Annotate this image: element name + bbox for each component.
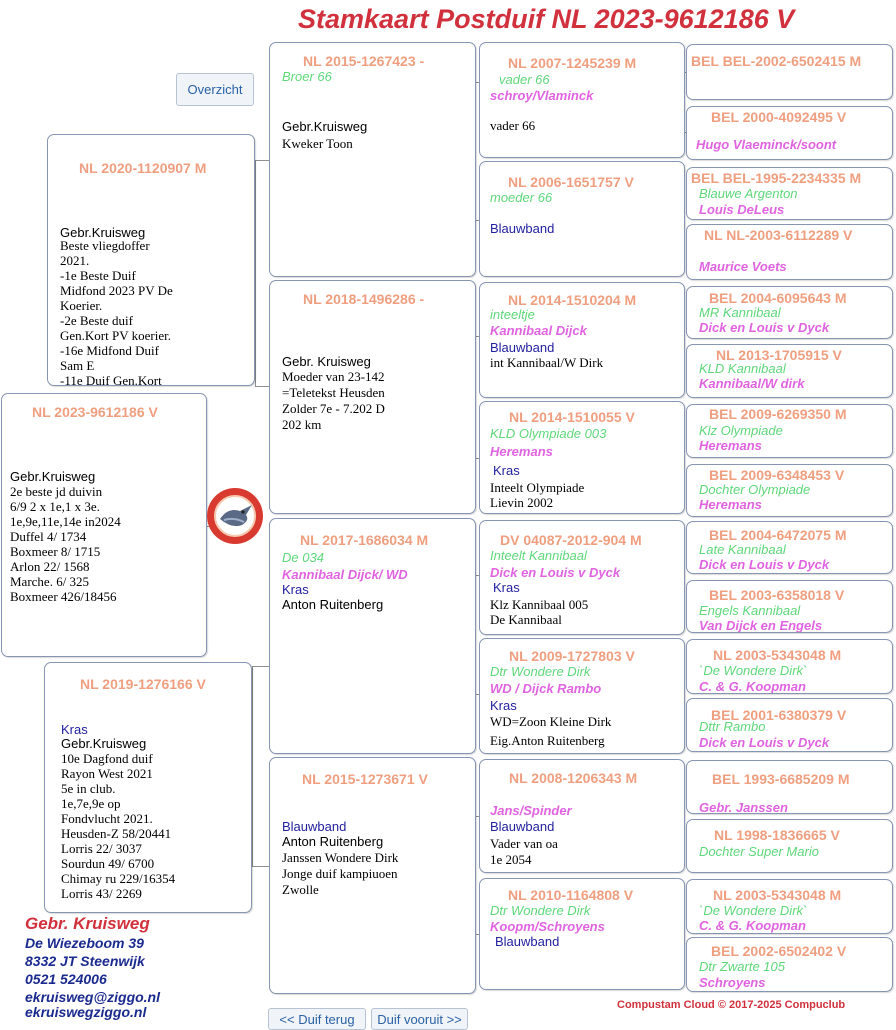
pigeon-info-line: Heremans xyxy=(699,497,762,512)
pigeon-info-line: Chimay ru 229/16354 xyxy=(61,871,176,886)
ring-number[interactable]: NL NL-2003-6112289 V xyxy=(704,227,853,243)
pigeon-info-line: Gebr.Kruisweg xyxy=(61,736,147,751)
pigeon-card[interactable] xyxy=(686,879,893,934)
pigeon-info-line: inteeltje xyxy=(490,307,535,322)
ring-number[interactable]: NL 2014-1510204 M xyxy=(508,292,637,308)
pigeon-card[interactable] xyxy=(686,521,893,574)
pigeon-card[interactable] xyxy=(479,638,685,754)
pigeon-info-line: Kannibaal Dijck/ WD xyxy=(282,567,408,582)
previous-pigeon-button[interactable]: << Duif terug xyxy=(268,1008,366,1030)
pigeon-info-line: Janssen Wondere Dirk xyxy=(282,850,399,865)
pigeon-card[interactable] xyxy=(686,224,893,280)
pigeon-info-line: WD / Dijck Rambo xyxy=(490,681,602,696)
pigeon-info-line: int Kannibaal/W Dirk xyxy=(490,355,604,370)
pigeon-card[interactable] xyxy=(686,344,893,398)
pigeon-info-line: C. & G. Koopman xyxy=(699,679,806,694)
pigeon-info-line: 6/9 2 x 1e,1 x 3e. xyxy=(10,499,100,514)
ring-number[interactable]: NL 2003-5343048 M xyxy=(713,887,842,903)
pigeon-info-line: Sourdun 49/ 6700 xyxy=(61,856,155,871)
connector-line xyxy=(255,160,269,161)
pigeon-info-line: Dick en Louis v Dyck xyxy=(490,565,621,580)
pigeon-info-line: -2e Beste duif xyxy=(60,313,133,328)
pigeon-info-line: Gebr.Kruisweg xyxy=(60,225,146,240)
pigeon-info-line: -16e Midfond Duif xyxy=(60,343,159,358)
pigeon-info-line: De 034 xyxy=(282,550,324,565)
pigeon-info-line: moeder 66 xyxy=(490,190,553,205)
pigeon-info-line: Dick en Louis v Dyck xyxy=(699,557,830,572)
pigeon-info-line: 1e,9e,11e,14e in2024 xyxy=(10,514,121,529)
pigeon-card[interactable] xyxy=(686,698,893,752)
ring-number[interactable]: BEL 2004-6095643 M xyxy=(709,290,847,306)
pigeon-card[interactable] xyxy=(269,518,476,754)
pigeon-info-line: Vader van oa xyxy=(490,836,558,851)
pigeon-info-line: Kweker Toon xyxy=(282,136,353,151)
ring-number[interactable]: BEL 2009-6269350 M xyxy=(709,406,847,422)
ring-number[interactable]: NL 2009-1727803 V xyxy=(509,648,635,664)
pigeon-info-line: Inteelt Kannibaal xyxy=(490,548,587,563)
pigeon-info-line: Sam E xyxy=(60,358,95,373)
pigeon-info-line: Inteelt Olympiade xyxy=(490,480,585,495)
pigeon-info-line: Heremans xyxy=(490,444,553,459)
pigeon-info-line: Dick en Louis v Dyck xyxy=(699,320,830,335)
pigeon-info-line: Klz Kannibaal 005 xyxy=(490,597,589,612)
pigeon-info-line: 1e 2054 xyxy=(490,852,532,867)
pigeon-info-line: Gebr. Kruisweg xyxy=(282,354,371,369)
pigeon-card[interactable] xyxy=(686,106,893,160)
connector-line xyxy=(252,666,269,667)
ring-number[interactable]: NL 2007-1245239 M xyxy=(508,55,637,71)
pigeon-info-line: Engels Kannibaal xyxy=(699,603,801,618)
pigeon-info-line: Zolder 7e - 7.202 D xyxy=(282,401,385,416)
connector-line xyxy=(252,666,253,866)
pigeon-info-line: Gen.Kort PV koerier. xyxy=(60,328,171,343)
pigeon-info-line: Blauwband xyxy=(490,221,555,236)
ring-number[interactable]: BEL 2002-6502402 V xyxy=(711,943,847,959)
ring-number[interactable]: BEL 2009-6348453 V xyxy=(709,467,845,483)
pigeon-info-line: Boxmeer 426/18456 xyxy=(10,589,117,604)
owner-phone: 0521 524006 xyxy=(25,971,107,987)
pigeon-card[interactable] xyxy=(686,580,893,633)
ring-number[interactable]: BEL 2003-6358018 V xyxy=(709,587,845,603)
owner-city: 8332 JT Steenwijk xyxy=(25,953,145,969)
pigeon-info-line: 5e in club. xyxy=(61,781,116,796)
pigeon-card[interactable] xyxy=(479,878,685,990)
pigeon-card[interactable] xyxy=(479,401,685,514)
ring-number[interactable]: BEL 2000-4092495 V xyxy=(711,109,847,125)
pigeon-info-line: 2021. xyxy=(60,253,90,268)
pigeon-info-line: Blauwband xyxy=(490,819,555,834)
pigeon-info-line: Maurice Voets xyxy=(699,259,787,274)
pigeon-info-line: Rayon West 2021 xyxy=(61,766,153,781)
ring-number[interactable]: NL 2013-1705915 V xyxy=(716,347,842,363)
pigeon-card[interactable] xyxy=(479,161,685,277)
pigeon-info-line: Eig.Anton Ruitenberg xyxy=(490,733,605,748)
pigeon-info-line: 10e Dagfond duif xyxy=(61,751,153,766)
owner-email[interactable]: ekruisweg@ziggo.nl xyxy=(25,989,161,1005)
ring-number[interactable]: NL 2008-1206343 M xyxy=(509,770,638,786)
pigeon-info-line: Dtr Wondere Dirk xyxy=(490,903,591,918)
connector-line xyxy=(252,866,269,867)
pigeon-info-line: Dtr Zwarte 105 xyxy=(699,959,785,974)
pigeon-info-line: Hugo Vlaeminck/soont xyxy=(696,137,837,152)
ring-number[interactable]: NL 2014-1510055 V xyxy=(509,409,635,425)
pigeon-card[interactable] xyxy=(686,167,893,220)
owner-website[interactable]: ekruiswegziggo.nl xyxy=(25,1004,147,1020)
owner-name: Gebr. Kruisweg xyxy=(25,914,150,933)
pigeon-info-line: Zwolle xyxy=(282,882,319,897)
pigeon-card[interactable] xyxy=(269,42,476,277)
ring-number[interactable]: DV 04087-2012-904 M xyxy=(500,532,642,548)
ring-number[interactable]: NL 2019-1276166 V xyxy=(80,676,206,692)
pigeon-card[interactable] xyxy=(686,639,893,694)
pigeon-info-line: Lorris 22/ 3037 xyxy=(61,841,142,856)
pigeon-info-line: C. & G. Koopman xyxy=(699,918,806,933)
pigeon-info-line: Kras xyxy=(490,698,517,713)
pigeon-card[interactable] xyxy=(686,44,893,100)
overview-button[interactable]: Overzicht xyxy=(176,73,254,106)
pigeon-info-line: Klz Olympiade xyxy=(699,423,783,438)
pigeon-card[interactable] xyxy=(686,937,893,992)
pigeon-info-line: MR Kannibaal xyxy=(699,305,781,320)
pigeon-info-line: Van Dijck en Engels xyxy=(699,618,823,633)
pigeon-info-line: Kras xyxy=(61,722,88,737)
pigeon-card[interactable] xyxy=(47,134,255,386)
pigeon-info-line: vader 66 xyxy=(490,118,536,133)
pigeon-info-line: schroy/Vlaminck xyxy=(490,88,594,103)
owner-street: De Wiezeboom 39 xyxy=(25,935,144,951)
pigeon-card[interactable] xyxy=(686,404,893,458)
pigeon-info-line: Beste vliegdoffer xyxy=(60,238,150,253)
pigeon-card[interactable] xyxy=(479,282,685,398)
pigeon-info-line: -1e Beste Duif xyxy=(60,268,136,283)
pigeon-info-line: WD=Zoon Kleine Dirk xyxy=(490,714,612,729)
pigeon-info-line: Gebr.Kruisweg xyxy=(10,469,96,484)
pigeon-info-line: Anton Ruitenberg xyxy=(282,834,384,849)
pigeon-info-line: Koopm/Schroyens xyxy=(490,919,605,934)
pigeon-info-line: `De Wondere Dirk` xyxy=(699,663,808,678)
next-pigeon-button[interactable]: Duif vooruit >> xyxy=(371,1008,468,1030)
pigeon-info-line: Blauwband xyxy=(490,340,555,355)
ring-number[interactable]: NL 2010-1164808 V xyxy=(508,887,634,903)
ring-number[interactable]: NL 2015-1267423 - xyxy=(303,53,425,69)
pigeon-card[interactable] xyxy=(269,757,476,994)
ring-number[interactable]: BEL 1993-6685209 M xyxy=(712,771,850,787)
ring-number[interactable]: NL 2003-5343048 M xyxy=(713,647,842,663)
pigeon-card[interactable] xyxy=(686,464,893,517)
pigeon-card-main[interactable] xyxy=(1,393,207,657)
pigeon-info-line: Lievin 2002 xyxy=(490,495,554,510)
pigeon-card[interactable] xyxy=(479,520,685,635)
pigeon-info-line: 1e,7e,9e op xyxy=(61,796,121,811)
pigeon-info-line: KLD Olympiade 003 xyxy=(490,426,607,441)
pigeon-info-line: Koerier. xyxy=(60,298,103,313)
pigeon-info-line: Dochter Super Mario xyxy=(699,844,819,859)
ring-number[interactable]: BEL 2001-6380379 V xyxy=(711,707,847,723)
pigeon-info-line: Jonge duif kampiuoen xyxy=(282,866,398,881)
pigeon-info-line: Kras xyxy=(282,582,309,597)
pigeon-info-line: =Teletekst Heusden xyxy=(282,385,385,400)
ring-number[interactable]: NL 2017-1686034 M xyxy=(300,532,429,548)
ring-number[interactable]: NL 2015-1273671 V xyxy=(302,771,428,787)
pigeon-info-line: vader 66 xyxy=(499,72,550,87)
pigeon-info-line: -11e Duif Gen.Kort xyxy=(60,373,162,386)
pigeon-info-line: Gebr.Kruisweg xyxy=(282,119,368,134)
pigeon-info-line: Marche. 6/ 325 xyxy=(10,574,90,589)
ring-number[interactable]: BEL 2004-6472075 M xyxy=(709,527,847,543)
pigeon-info-line: Dochter Olympiade xyxy=(699,482,811,497)
pigeon-info-line: Duffel 4/ 1734 xyxy=(10,529,87,544)
pigeon-info-line: `De Wondere Dirk` xyxy=(699,903,808,918)
pigeon-info-line: Heusden-Z 58/20441 xyxy=(61,826,172,841)
pigeon-info-line: Heremans xyxy=(699,438,762,453)
pigeon-info-line: Gebr. Janssen xyxy=(699,800,788,814)
pigeon-card[interactable] xyxy=(269,280,476,514)
pigeon-info-line: Dick en Louis v Dyck xyxy=(699,735,830,750)
pigeon-info-line: Arlon 22/ 1568 xyxy=(10,559,90,574)
pigeon-info-line: Midfond 2023 PV De xyxy=(60,283,173,298)
pigeon-card[interactable] xyxy=(686,760,893,814)
pigeon-info-line: 2e beste jd duivin xyxy=(10,484,103,499)
pigeon-info-line: 202 km xyxy=(282,417,322,432)
pigeon-info-line: Schroyens xyxy=(699,975,766,990)
pigeon-info-line: Jans/Spinder xyxy=(490,803,572,818)
pigeon-info-line: Moeder van 23-142 xyxy=(282,369,385,384)
pigeon-info-line: Dttr Rambo xyxy=(699,719,766,734)
page-title: Stamkaart Postduif NL 2023-9612186 V xyxy=(298,4,795,34)
pigeon-info-line: Kannibaal/W dirk xyxy=(699,376,805,391)
pigeon-info-line: Lorris 43/ 2269 xyxy=(61,886,142,901)
ring-number[interactable]: NL 2023-9612186 V xyxy=(32,404,158,420)
pigeon-card[interactable] xyxy=(686,819,893,873)
pigeon-info-line: Late Kannibaal xyxy=(699,542,786,557)
pigeon-card[interactable] xyxy=(686,286,893,339)
ring-number[interactable]: BEL BEL-1995-2234335 M xyxy=(691,170,862,186)
pigeon-card[interactable] xyxy=(44,662,252,913)
pigeon-card[interactable] xyxy=(479,42,685,158)
connector-line xyxy=(255,160,256,386)
ring-number[interactable]: NL 2020-1120907 M xyxy=(79,160,207,176)
copyright-text: Compustam Cloud © 2017-2025 Compuclub xyxy=(617,999,846,1011)
pigeon-info-line: Blauwband xyxy=(282,819,347,834)
pigeon-club-logo-icon xyxy=(206,487,264,545)
pigeon-info-line: Anton Ruitenberg xyxy=(282,597,384,612)
ring-number[interactable]: BEL BEL-2002-6502415 M xyxy=(691,53,862,69)
pigeon-info-line: De Kannibaal xyxy=(490,612,562,627)
pigeon-info-line: Louis DeLeus xyxy=(699,202,785,217)
ring-number[interactable]: NL 1998-1836665 V xyxy=(714,827,840,843)
pigeon-info-line: Boxmeer 8/ 1715 xyxy=(10,544,101,559)
pigeon-info-line: Broer 66 xyxy=(282,69,332,84)
ring-number[interactable]: NL 2018-1496286 - xyxy=(303,291,425,307)
pigeon-info-line: Dtr Wondere Dirk xyxy=(490,664,591,679)
pigeon-info-line: KLD Kannibaal xyxy=(699,361,786,376)
pigeon-info-line: Fondvlucht 2021. xyxy=(61,811,153,826)
pigeon-info-line: Kannibaal Dijck xyxy=(490,323,587,338)
pigeon-info-line: Blauwe Argenton xyxy=(699,186,798,201)
pigeon-info-line: Kras xyxy=(493,463,520,478)
pigeon-info-line: Blauwband xyxy=(495,934,560,949)
connector-line xyxy=(255,386,269,387)
pigeon-info-line: Kras xyxy=(493,580,520,595)
ring-number[interactable]: NL 2006-1651757 V xyxy=(508,174,634,190)
pigeon-card[interactable] xyxy=(479,759,685,873)
